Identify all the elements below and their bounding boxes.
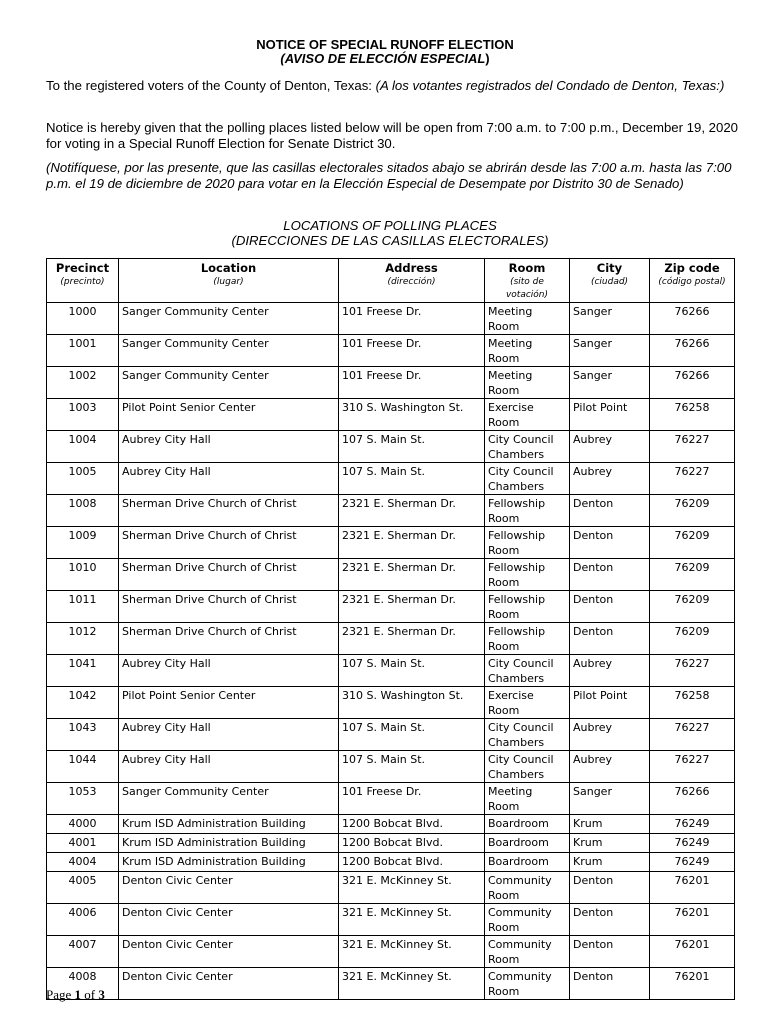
cell-zip: 76266 xyxy=(650,783,735,815)
cell-room: City Council Chambers xyxy=(485,751,570,783)
table-row xyxy=(47,872,735,904)
cell-zip: 76209 xyxy=(650,559,735,591)
col-header-precinct xyxy=(47,259,119,303)
section-heading-spanish: (DIRECCIONES DE LAS CASILLAS ELECTORALES) xyxy=(231,233,549,248)
cell-address: 310 S. Washington St. xyxy=(339,399,485,431)
col-header-sub: (ciudad) xyxy=(590,277,629,287)
table-row xyxy=(47,623,735,655)
cell-room: Meeting Room xyxy=(485,303,570,335)
cell-location: Sanger Community Center xyxy=(119,367,339,399)
cell-zip: 76201 xyxy=(650,936,735,968)
cell-precinct: 4000 xyxy=(47,815,119,834)
table-row xyxy=(47,853,735,872)
cell-precinct: 4008 xyxy=(47,968,119,1000)
table-header-row xyxy=(47,259,735,303)
cell-city: Denton xyxy=(570,872,650,904)
document-subtitle xyxy=(0,51,770,66)
cell-city: Pilot Point xyxy=(570,399,650,431)
cell-city: Aubrey xyxy=(570,751,650,783)
cell-zip: 76266 xyxy=(650,335,735,367)
cell-zip: 76227 xyxy=(650,463,735,495)
footer-page-word: Page xyxy=(46,987,72,1002)
cell-location: Sherman Drive Church of Christ xyxy=(119,559,339,591)
col-header-label: Room xyxy=(508,261,546,275)
cell-city: Aubrey xyxy=(570,655,650,687)
cell-address: 2321 E. Sherman Dr. xyxy=(339,559,485,591)
cell-precinct: 1044 xyxy=(47,751,119,783)
cell-precinct: 1010 xyxy=(47,559,119,591)
cell-zip: 76227 xyxy=(650,719,735,751)
cell-room: Fellowship Room xyxy=(485,591,570,623)
cell-zip: 76227 xyxy=(650,431,735,463)
cell-precinct: 4006 xyxy=(47,904,119,936)
table-row xyxy=(47,463,735,495)
cell-precinct: 4004 xyxy=(47,853,119,872)
col-header-sub: (código postal) xyxy=(658,277,726,287)
cell-location: Sanger Community Center xyxy=(119,335,339,367)
section-heading: LOCATIONS OF POLLING PLACES xyxy=(283,218,497,233)
cell-address: 101 Freese Dr. xyxy=(339,303,485,335)
cell-location: Sanger Community Center xyxy=(119,783,339,815)
cell-zip: 76201 xyxy=(650,872,735,904)
cell-address: 107 S. Main St. xyxy=(339,655,485,687)
col-header-label: Address xyxy=(385,261,438,275)
cell-zip: 76201 xyxy=(650,968,735,1000)
table-row xyxy=(47,367,735,399)
cell-address: 310 S. Washington St. xyxy=(339,687,485,719)
cell-address: 101 Freese Dr. xyxy=(339,367,485,399)
cell-room: Community Room xyxy=(485,904,570,936)
cell-city: Krum xyxy=(570,834,650,853)
cell-precinct: 1012 xyxy=(47,623,119,655)
table-row xyxy=(47,591,735,623)
table-row xyxy=(47,495,735,527)
cell-location: Sherman Drive Church of Christ xyxy=(119,527,339,559)
cell-location: Krum ISD Administration Building xyxy=(119,834,339,853)
cell-address: 1200 Bobcat Blvd. xyxy=(339,834,485,853)
cell-zip: 76209 xyxy=(650,527,735,559)
col-header-sub: (dirección) xyxy=(387,277,436,287)
col-header-label: City xyxy=(596,261,623,275)
cell-room: Fellowship Room xyxy=(485,559,570,591)
cell-room: Exercise Room xyxy=(485,399,570,431)
cell-precinct: 1042 xyxy=(47,687,119,719)
cell-zip: 76266 xyxy=(650,367,735,399)
cell-address: 321 E. McKinney St. xyxy=(339,904,485,936)
cell-zip: 76227 xyxy=(650,655,735,687)
cell-city: Aubrey xyxy=(570,463,650,495)
cell-location: Sherman Drive Church of Christ xyxy=(119,495,339,527)
cell-location: Pilot Point Senior Center xyxy=(119,687,339,719)
table-row xyxy=(47,687,735,719)
cell-room: Meeting Room xyxy=(485,783,570,815)
cell-city: Krum xyxy=(570,815,650,834)
document-title: NOTICE OF SPECIAL RUNOFF ELECTION xyxy=(256,37,514,52)
footer-page-total: 3 xyxy=(98,987,105,1002)
page-footer xyxy=(46,987,105,1003)
cell-location: Aubrey City Hall xyxy=(119,751,339,783)
cell-location: Sanger Community Center xyxy=(119,303,339,335)
cell-address: 2321 E. Sherman Dr. xyxy=(339,623,485,655)
cell-precinct: 1009 xyxy=(47,527,119,559)
cell-city: Denton xyxy=(570,495,650,527)
cell-city: Aubrey xyxy=(570,719,650,751)
cell-city: Krum xyxy=(570,853,650,872)
cell-city: Sanger xyxy=(570,303,650,335)
cell-zip: 76258 xyxy=(650,399,735,431)
col-header-label: Zip code xyxy=(664,261,720,275)
table-row xyxy=(47,303,735,335)
cell-city: Sanger xyxy=(570,367,650,399)
cell-address: 107 S. Main St. xyxy=(339,463,485,495)
cell-address: 321 E. McKinney St. xyxy=(339,968,485,1000)
cell-precinct: 1000 xyxy=(47,303,119,335)
cell-room: Meeting Room xyxy=(485,367,570,399)
cell-room: Boardroom xyxy=(485,853,570,872)
subtitle-close: ) xyxy=(485,51,490,66)
col-header-room xyxy=(485,259,570,303)
table-row xyxy=(47,815,735,834)
cell-precinct: 1011 xyxy=(47,591,119,623)
table-row xyxy=(47,655,735,687)
cell-precinct: 1008 xyxy=(47,495,119,527)
cell-location: Sherman Drive Church of Christ xyxy=(119,623,339,655)
cell-zip: 76249 xyxy=(650,834,735,853)
col-header-zip xyxy=(650,259,735,303)
col-header-label: Location xyxy=(200,261,257,275)
table-row xyxy=(47,834,735,853)
cell-city: Denton xyxy=(570,591,650,623)
cell-zip: 76266 xyxy=(650,303,735,335)
table-row xyxy=(47,904,735,936)
cell-address: 1200 Bobcat Blvd. xyxy=(339,815,485,834)
cell-zip: 76209 xyxy=(650,495,735,527)
cell-room: Fellowship Room xyxy=(485,527,570,559)
cell-city: Denton xyxy=(570,623,650,655)
cell-location: Denton Civic Center xyxy=(119,904,339,936)
cell-location: Krum ISD Administration Building xyxy=(119,815,339,834)
intro-english: To the registered voters of the County of Denton, Texas: xyxy=(46,78,376,93)
cell-city: Denton xyxy=(570,527,650,559)
cell-address: 2321 E. Sherman Dr. xyxy=(339,527,485,559)
cell-room: Community Room xyxy=(485,936,570,968)
table-row xyxy=(47,751,735,783)
cell-location: Sherman Drive Church of Christ xyxy=(119,591,339,623)
table-row xyxy=(47,431,735,463)
cell-precinct: 1005 xyxy=(47,463,119,495)
polling-places-table xyxy=(46,258,735,1000)
cell-room: Boardroom xyxy=(485,815,570,834)
cell-address: 107 S. Main St. xyxy=(339,431,485,463)
col-header-sub: (precinto) xyxy=(60,277,105,287)
cell-city: Aubrey xyxy=(570,431,650,463)
intro-spanish: (A los votantes registrados del Condado de Denton, Texas:) xyxy=(375,78,725,93)
cell-room: City Council Chambers xyxy=(485,431,570,463)
cell-room: Community Room xyxy=(485,968,570,1000)
cell-address: 107 S. Main St. xyxy=(339,719,485,751)
cell-zip: 76209 xyxy=(650,623,735,655)
cell-location: Denton Civic Center xyxy=(119,872,339,904)
cell-address: 321 E. McKinney St. xyxy=(339,872,485,904)
cell-address: 101 Freese Dr. xyxy=(339,783,485,815)
subtitle-text: (AVISO DE ELECCIÓN ESPECIAL xyxy=(280,51,486,66)
table-row xyxy=(47,399,735,431)
cell-precinct: 1053 xyxy=(47,783,119,815)
col-header-sub: (sito de votación) xyxy=(505,277,549,300)
cell-room: City Council Chambers xyxy=(485,719,570,751)
table-row xyxy=(47,968,735,1000)
footer-of-word: of xyxy=(84,987,96,1002)
cell-location: Aubrey City Hall xyxy=(119,655,339,687)
notice-spanish-paragraph: (Notifíquese, por las presente, que las casillas electorales sitados abajo se abrirán desde las 7:00 a.m. hasta las 7:00 p.m. el 19 de diciembre de 2020 para votar en la Elección Especial de Desempate por Distrito 30 de Senado) xyxy=(46,160,732,191)
cell-precinct: 1041 xyxy=(47,655,119,687)
cell-precinct: 1004 xyxy=(47,431,119,463)
col-header-address xyxy=(339,259,485,303)
footer-page-number: 1 xyxy=(74,987,82,1002)
cell-location: Denton Civic Center xyxy=(119,936,339,968)
cell-room: Meeting Room xyxy=(485,335,570,367)
cell-address: 2321 E. Sherman Dr. xyxy=(339,495,485,527)
table-row xyxy=(47,335,735,367)
cell-precinct: 4001 xyxy=(47,834,119,853)
cell-zip: 76209 xyxy=(650,591,735,623)
cell-address: 107 S. Main St. xyxy=(339,751,485,783)
cell-address: 2321 E. Sherman Dr. xyxy=(339,591,485,623)
cell-precinct: 1001 xyxy=(47,335,119,367)
cell-location: Pilot Point Senior Center xyxy=(119,399,339,431)
cell-address: 1200 Bobcat Blvd. xyxy=(339,853,485,872)
cell-city: Denton xyxy=(570,904,650,936)
cell-zip: 76249 xyxy=(650,853,735,872)
table-row xyxy=(47,783,735,815)
table-row xyxy=(47,527,735,559)
cell-precinct: 4007 xyxy=(47,936,119,968)
cell-zip: 76227 xyxy=(650,751,735,783)
cell-room: Boardroom xyxy=(485,834,570,853)
intro-paragraph xyxy=(46,78,738,94)
cell-address: 321 E. McKinney St. xyxy=(339,936,485,968)
cell-room: Fellowship Room xyxy=(485,495,570,527)
col-header-sub: (lugar) xyxy=(213,277,244,287)
cell-location: Krum ISD Administration Building xyxy=(119,853,339,872)
cell-precinct: 1043 xyxy=(47,719,119,751)
cell-zip: 76258 xyxy=(650,687,735,719)
cell-room: Community Room xyxy=(485,872,570,904)
col-header-city xyxy=(570,259,650,303)
cell-address: 101 Freese Dr. xyxy=(339,335,485,367)
cell-zip: 76249 xyxy=(650,815,735,834)
cell-location: Aubrey City Hall xyxy=(119,431,339,463)
table-row xyxy=(47,936,735,968)
col-header-location xyxy=(119,259,339,303)
cell-city: Sanger xyxy=(570,783,650,815)
cell-precinct: 4005 xyxy=(47,872,119,904)
cell-precinct: 1002 xyxy=(47,367,119,399)
cell-room: City Council Chambers xyxy=(485,463,570,495)
cell-zip: 76201 xyxy=(650,904,735,936)
table-body xyxy=(47,303,735,1000)
cell-city: Pilot Point xyxy=(570,687,650,719)
col-header-label: Precinct xyxy=(55,261,110,275)
notice-paragraph: Notice is hereby given that the polling places listed below will be open from 7:00 a.m. to 7:00 p.m., December 19, 2020 for voting in a Special Runoff Election for Senate District 30. xyxy=(46,120,738,151)
cell-city: Denton xyxy=(570,968,650,1000)
cell-city: Denton xyxy=(570,936,650,968)
cell-location: Denton Civic Center xyxy=(119,968,339,1000)
table-row xyxy=(47,719,735,751)
cell-precinct: 1003 xyxy=(47,399,119,431)
cell-city: Sanger xyxy=(570,335,650,367)
cell-location: Aubrey City Hall xyxy=(119,463,339,495)
cell-room: Fellowship Room xyxy=(485,623,570,655)
cell-city: Denton xyxy=(570,559,650,591)
table-row xyxy=(47,559,735,591)
cell-room: Exercise Room xyxy=(485,687,570,719)
cell-room: City Council Chambers xyxy=(485,655,570,687)
cell-location: Aubrey City Hall xyxy=(119,719,339,751)
